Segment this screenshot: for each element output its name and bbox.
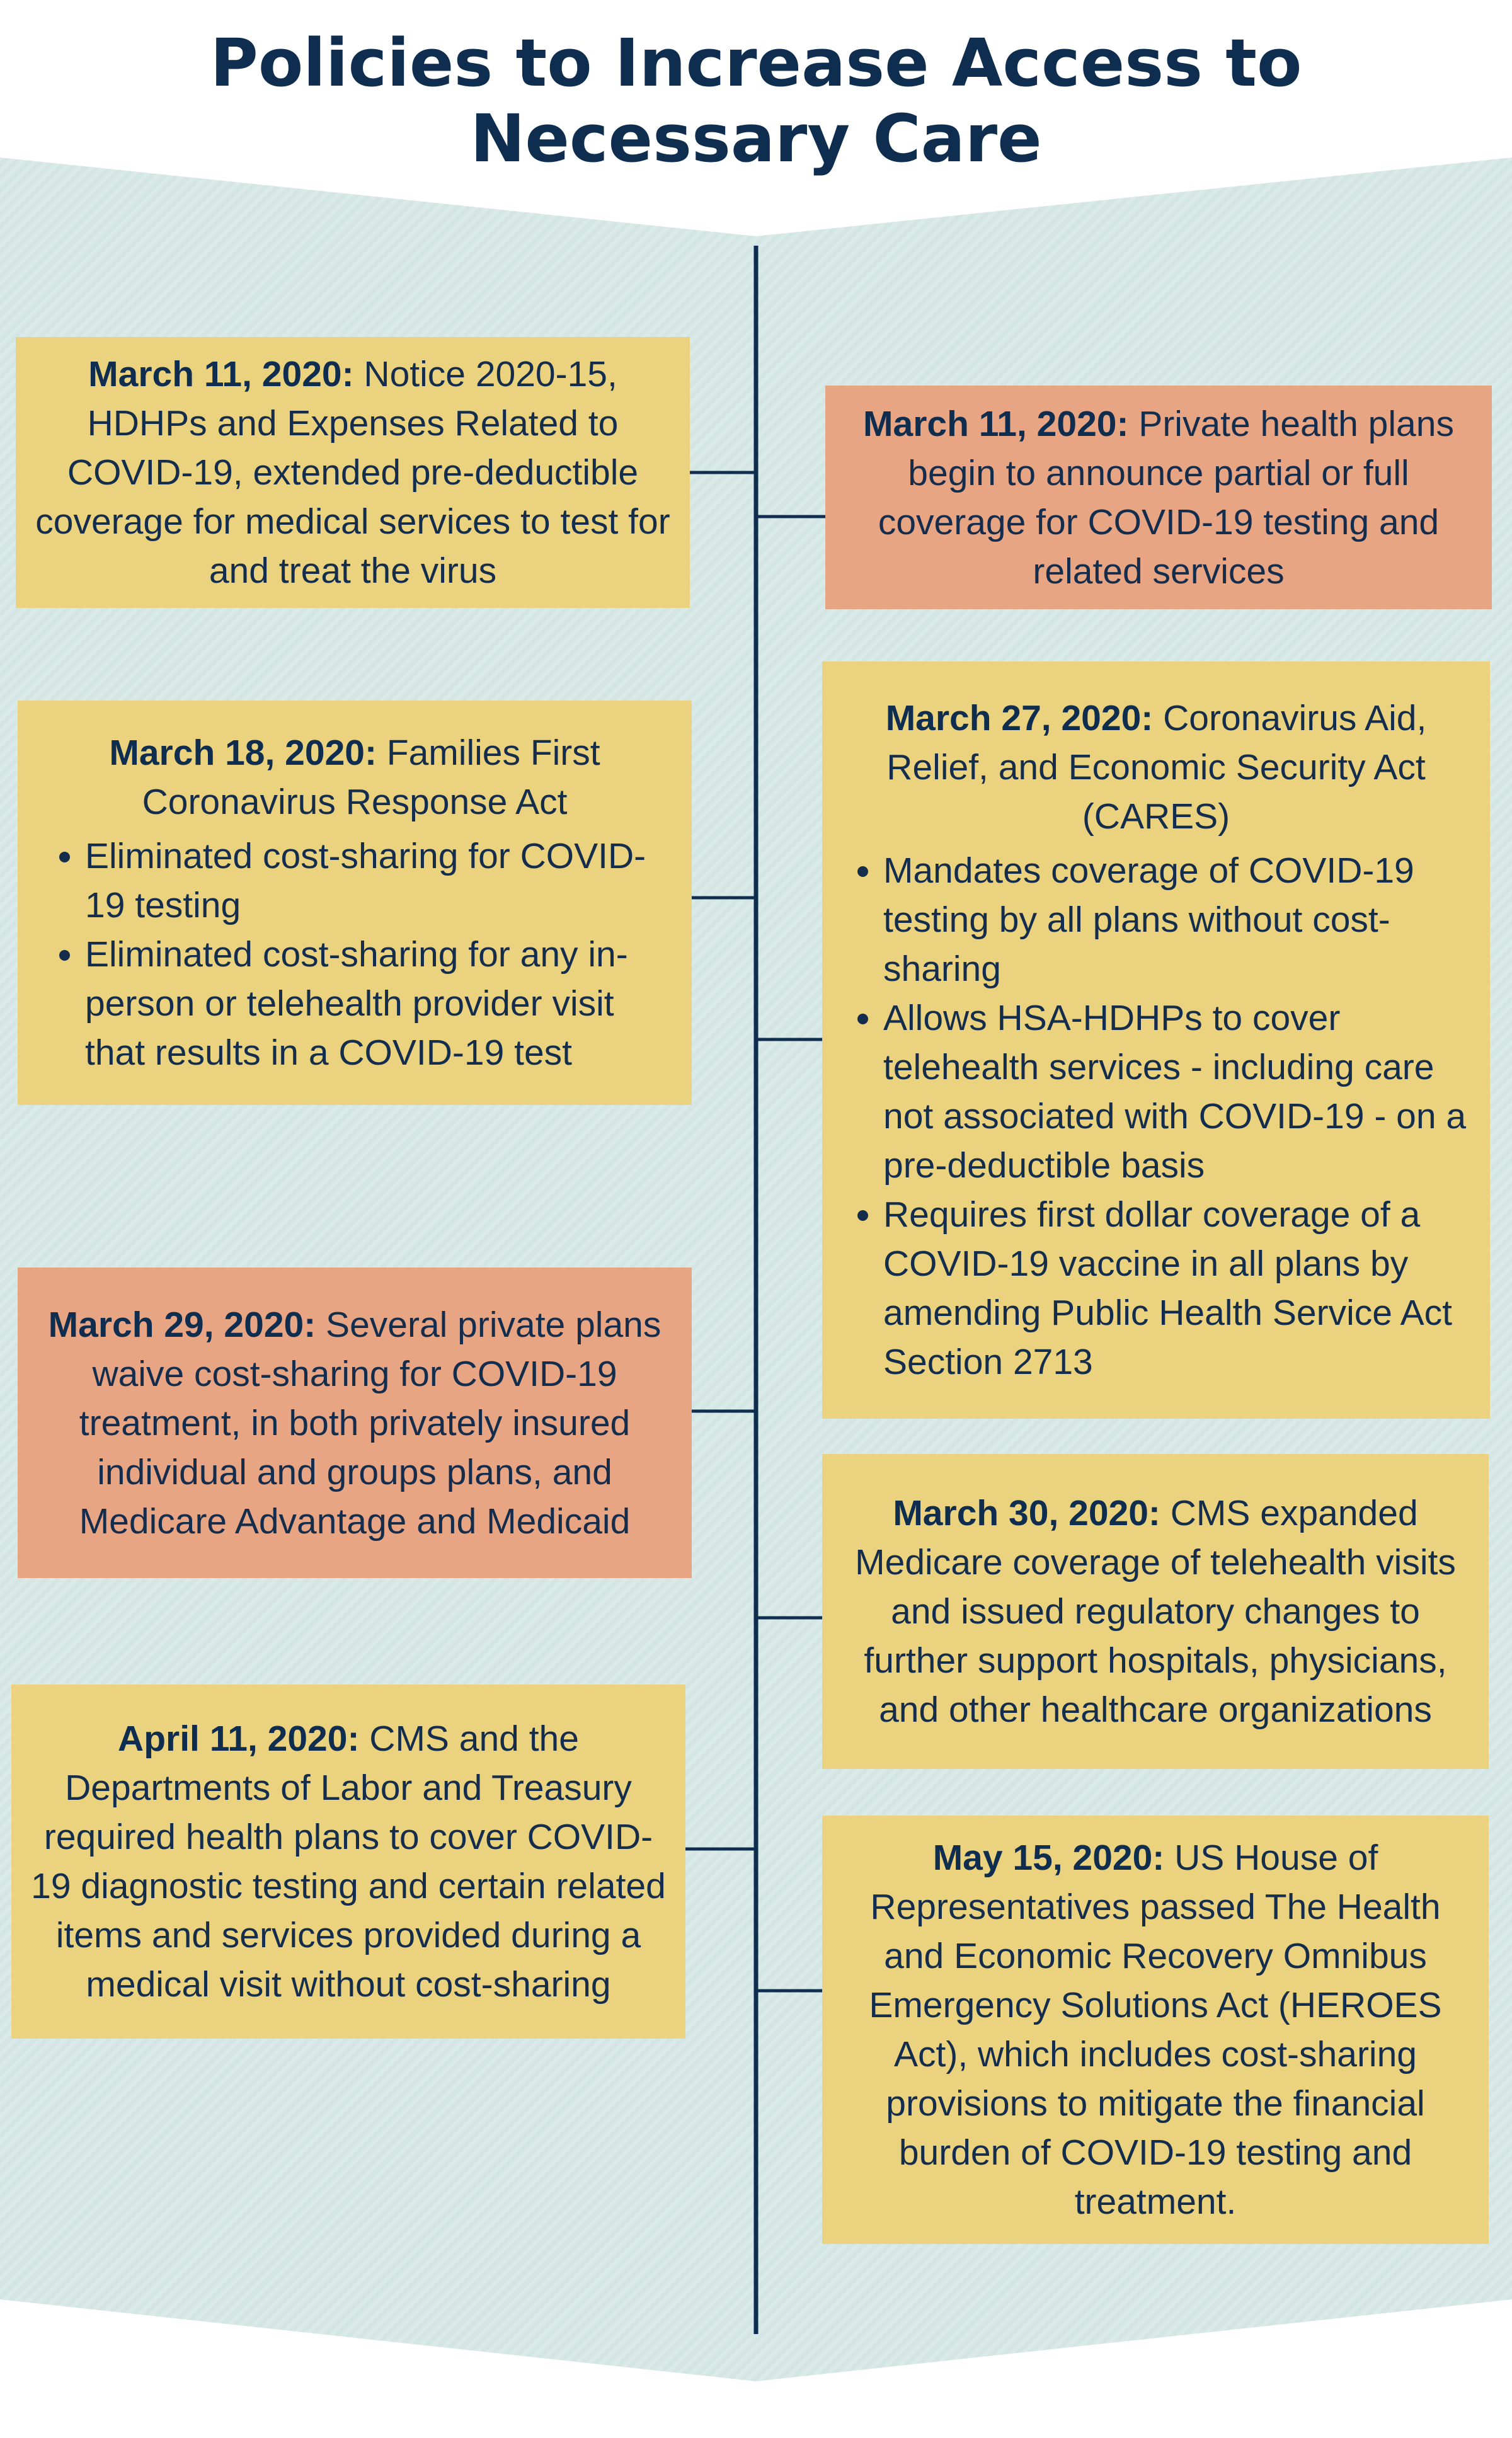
bullet-item: • Mandates coverage of COVID-19 testing by all plans without cost-sharing	[883, 846, 1476, 993]
bullet-item: • Eliminated cost-sharing for COVID-19 testing	[85, 832, 678, 930]
event-text: Private health plans begin to announce partial or full coverage for COVID-19 testing and related services	[878, 403, 1454, 592]
event-card-march-11-notice	[16, 337, 690, 608]
event-description	[30, 350, 676, 595]
page-title	[0, 25, 1512, 176]
event-date: April 11, 2020:	[118, 1719, 360, 1759]
event-card-march-30-cms	[822, 1454, 1489, 1769]
event-date: March 30, 2020:	[893, 1493, 1160, 1533]
event-card-april-11-cms	[11, 1685, 685, 2039]
bullet-item: • Allows HSA-HDHPs to cover telehealth services - including care not associated with COVID-19 - on a pre-deductible basis	[883, 993, 1476, 1190]
event-description	[836, 1833, 1475, 2226]
event-description	[32, 1300, 678, 1546]
event-date: March 11, 2020:	[88, 354, 354, 394]
event-text: Several private plans waive cost-sharing for COVID-19 treatment, in both privately insured individual and groups plans, and Medicare Advantage and Medicaid	[79, 1304, 662, 1542]
event-text: Coronavirus Aid, Relief, and Economic Security Act (CARES)	[886, 698, 1427, 837]
event-description	[836, 1489, 1475, 1734]
event-description	[25, 1714, 672, 2009]
event-bullet-list	[836, 846, 1476, 1387]
event-text: CMS and the Departments of Labor and Treasury required health plans to cover COVID-19 diagnostic testing and certain related items and services provided during a medical visit without cost-sharing	[31, 1719, 666, 2005]
event-date: March 11, 2020:	[863, 403, 1129, 444]
event-date: March 27, 2020:	[885, 698, 1154, 738]
event-text: Notice 2020-15, HDHPs and Expenses Related to COVID-19, extended pre-deductible coverage for medical services to test for and treat the virus	[35, 354, 670, 591]
event-date: March 18, 2020:	[109, 733, 377, 773]
title-line-2: Necessary Care	[470, 100, 1042, 177]
event-description	[839, 399, 1478, 596]
event-date: March 29, 2020:	[48, 1304, 316, 1345]
event-date: May 15, 2020:	[932, 1838, 1165, 1878]
bullet-item: • Eliminated cost-sharing for any in-person or telehealth provider visit that results in a COVID-19 test	[85, 930, 678, 1077]
event-card-may-15-heroes	[822, 1816, 1489, 2244]
event-text: Families First Coronavirus Response Act	[142, 733, 600, 822]
event-bullet-list	[32, 832, 678, 1077]
bullet-item: • Requires first dollar coverage of a COVID-19 vaccine in all plans by amending Public Health Service Act Section 2713	[883, 1190, 1476, 1387]
title-line-1: Policies to Increase Access to	[210, 25, 1302, 101]
event-card-march-27-cares	[822, 661, 1490, 1419]
event-text: US House of Representatives passed The Health and Economic Recovery Omnibus Emergency Solutions Act (HEROES Act), which includes cost-sharing provisions to mitigate the financial burden of COVID-19 testing and treatment.	[869, 1838, 1442, 2222]
event-description	[32, 728, 678, 827]
event-card-march-11-private-plans	[825, 386, 1492, 609]
event-card-march-29-private-plans	[18, 1268, 692, 1578]
event-text: CMS expanded Medicare coverage of telehealth visits and issued regulatory changes to further support hospitals, physicians, and other healthcare organizations	[855, 1493, 1456, 1730]
event-description	[836, 694, 1476, 841]
event-card-march-18-ffcra	[18, 701, 692, 1105]
